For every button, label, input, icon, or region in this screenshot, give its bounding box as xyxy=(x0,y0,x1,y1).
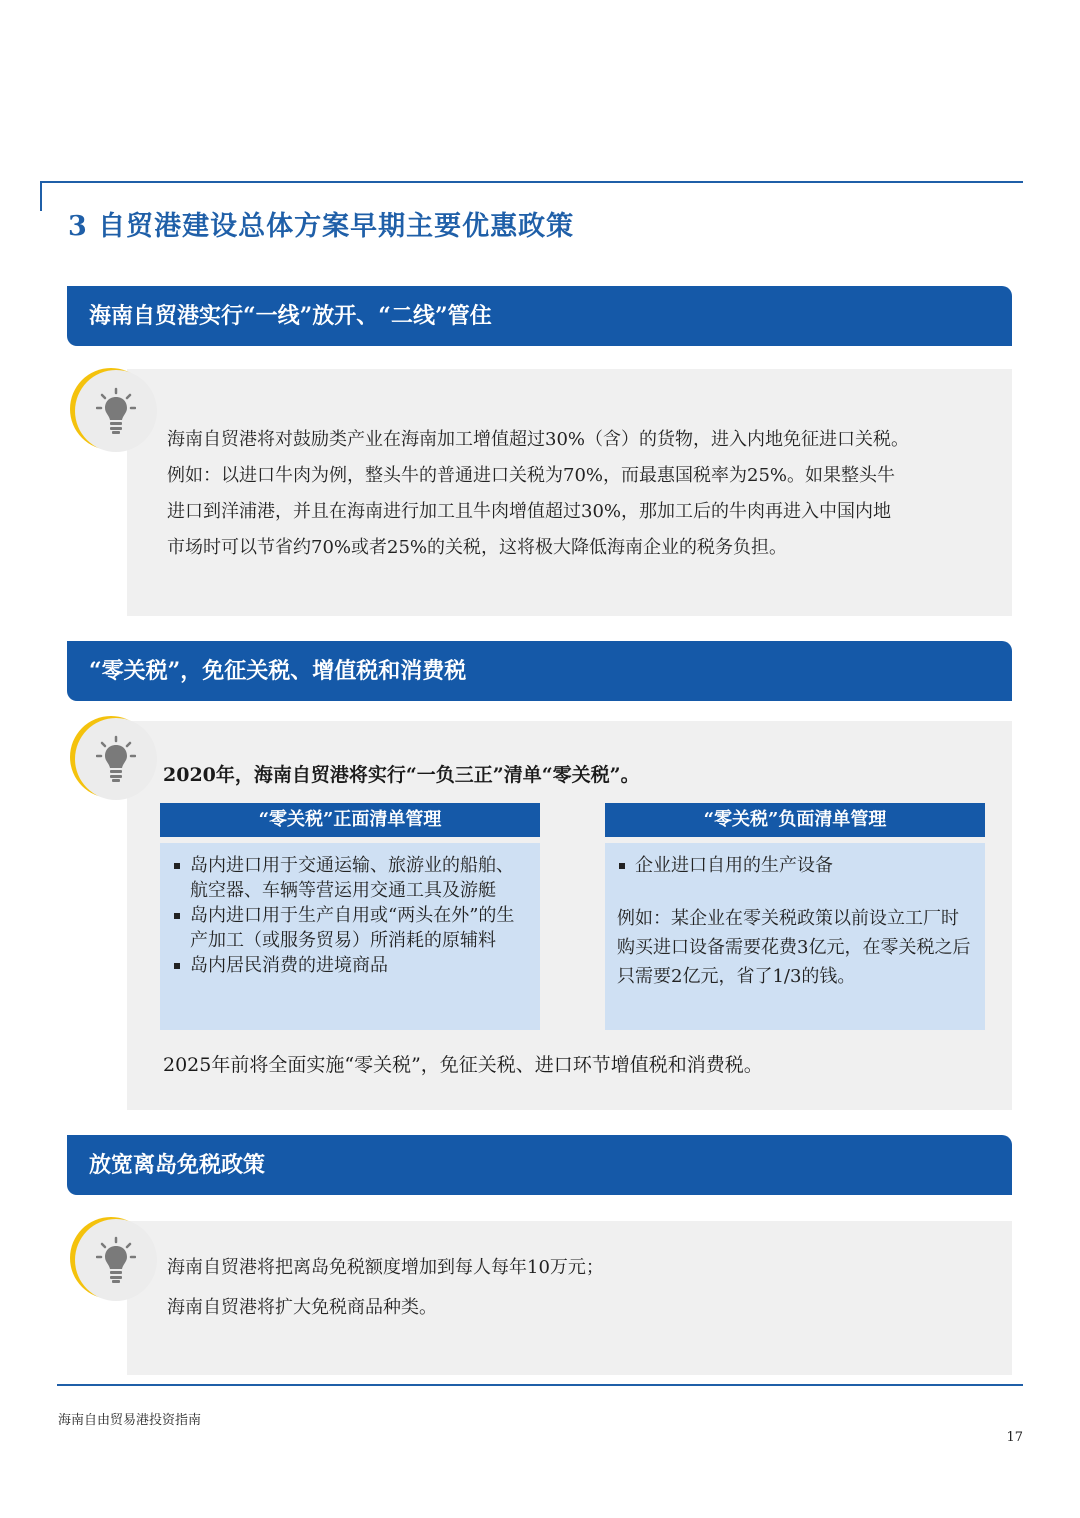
footer-title: 海南自由贸易港投资指南 xyxy=(58,1413,202,1428)
list-item: 岛内进口用于交通运输、旅游业的船舶、航空器、车辆等营运用交通工具及游艇 xyxy=(172,853,526,903)
text-line: 海南自贸港将对鼓励类产业在海南加工增值超过30%（含）的货物，进入内地免征进口关税。 xyxy=(167,429,910,450)
lightbulb-icon xyxy=(75,370,157,452)
top-rule-tick xyxy=(40,181,42,211)
lightbulb-icon xyxy=(75,1219,157,1301)
lightbulb-icon xyxy=(75,718,157,800)
positive-list-box xyxy=(160,843,540,1030)
section-3-text xyxy=(167,1248,604,1328)
top-rule xyxy=(40,181,1023,183)
section-1-text xyxy=(167,422,909,566)
text-line: 海南自贸港将扩大免税商品种类。 xyxy=(167,1297,437,1318)
section-1-banner: 海南自贸港实行“一线”放开、“二线”管住 xyxy=(67,286,1012,346)
positive-list xyxy=(172,853,526,978)
text-line: 市场时可以节省约70%或者25%的关税，这将极大降低海南企业的税务负担。 xyxy=(167,537,788,558)
negative-list-example: 例如：某企业在零关税政策以前设立工厂时购买进口设备需要花费3亿元，在零关税之后只需要2亿元，省了1/3的钱。 xyxy=(617,908,971,987)
negative-list xyxy=(617,853,971,878)
section-2-banner: “零关税”，免征关税、增值税和消费税 xyxy=(67,641,1012,701)
list-item: 岛内居民消费的进境商品 xyxy=(172,953,526,978)
text-line: 例如：以进口牛肉为例，整头牛的普通进口关税为70%，而最惠国税率为25%。如果整头牛 xyxy=(167,465,896,486)
page-title: 3 自贸港建设总体方案早期主要优惠政策 xyxy=(68,211,575,242)
section-3-banner: 放宽离岛免税政策 xyxy=(67,1135,1012,1195)
text-line: 海南自贸港将把离岛免税额度增加到每人每年10万元； xyxy=(167,1257,604,1278)
list-item: 企业进口自用的生产设备 xyxy=(617,853,971,878)
positive-list-title: “零关税”正面清单管理 xyxy=(160,803,540,837)
list-item: 岛内进口用于生产自用或“两头在外”的生产加工（或服务贸易）所消耗的原辅料 xyxy=(172,903,526,953)
negative-list-box xyxy=(605,843,985,1030)
page-number: 17 xyxy=(1006,1430,1023,1445)
bottom-rule xyxy=(57,1384,1023,1386)
negative-list-title: “零关税”负面清单管理 xyxy=(605,803,985,837)
zero-tariff-outro: 2025年前将全面实施“零关税”，免征关税、进口环节增值税和消费税。 xyxy=(163,1054,763,1076)
text-line: 进口到洋浦港，并且在海南进行加工且牛肉增值超过30%，那加工后的牛肉再进入中国内地 xyxy=(167,501,892,522)
zero-tariff-intro: 2020年，海南自贸港将实行“一负三正”清单“零关税”。 xyxy=(163,764,640,786)
